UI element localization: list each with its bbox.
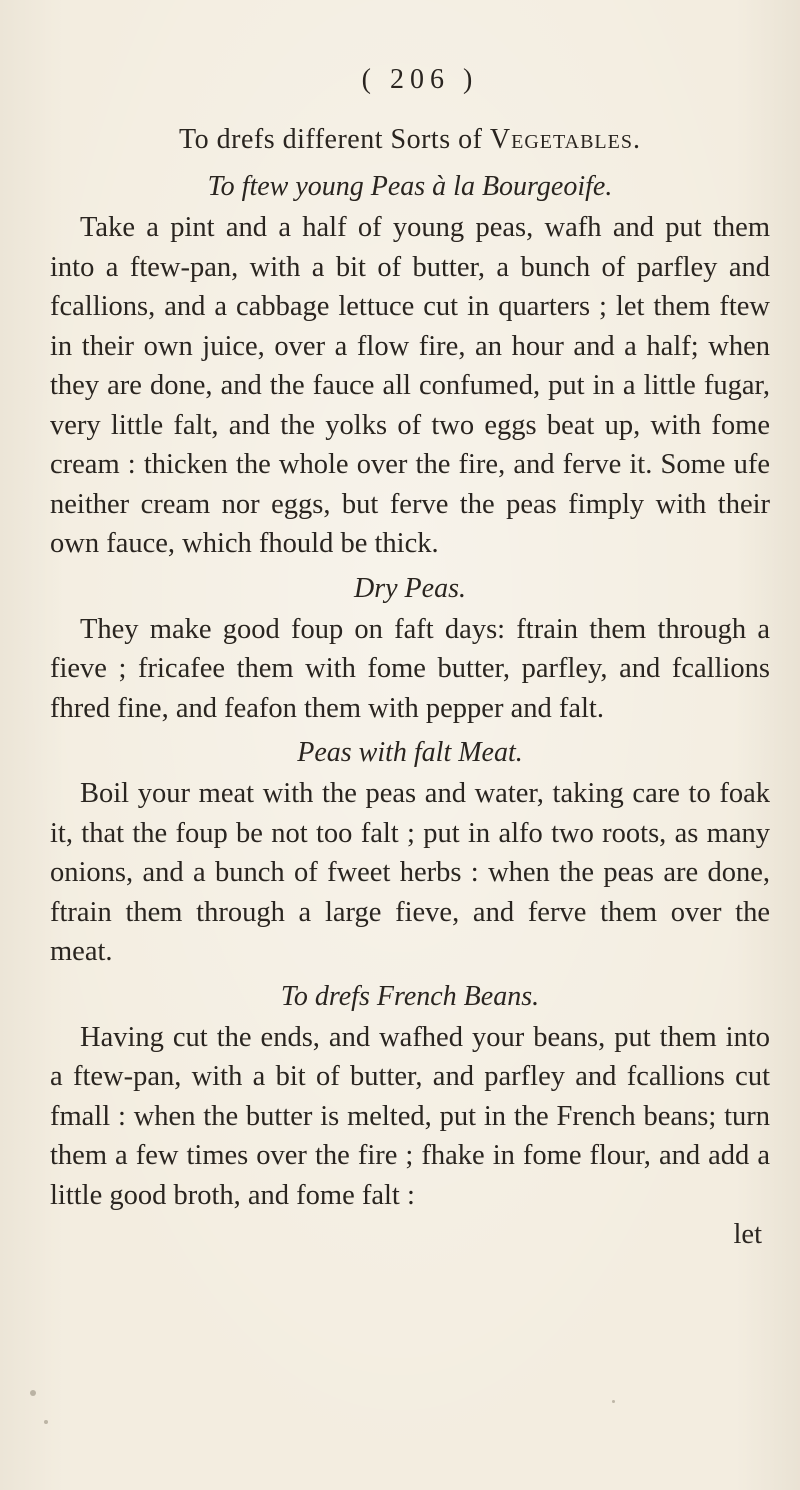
- recipe-section: [50, 166, 770, 564]
- paper-speck: [30, 1390, 36, 1396]
- page-text: [50, 60, 770, 1255]
- recipe-heading: To ftew young Peas à la Bourgeoife.: [207, 171, 613, 202]
- recipe-section: [50, 568, 770, 729]
- paper-speck: [612, 1400, 615, 1403]
- recipe-heading: To drefs French Beans.: [280, 980, 540, 1012]
- chapter-title-caps: Vegetables.: [489, 124, 641, 155]
- recipe-section: [50, 732, 770, 972]
- recipe-body: They make good foup on faft days: ftrain them through a fieve ; fricafee them with fome butter, parfley, and fcallions fhred fine, and feafon them with pepper and falt.: [50, 613, 770, 724]
- recipe-body: Boil your meat with the peas and water, taking care to foak it, that the foup be not too falt ; put in alfo two roots, as many onions, and a bunch of fweet herbs : when the peas are done, ftrain them through a large fieve, and ferve them over the meat.: [50, 778, 770, 967]
- recipe-section: [50, 976, 770, 1216]
- recipe-heading: Peas with falt Meat.: [297, 737, 523, 768]
- chapter-title-prefix: To drefs different Sorts of: [179, 124, 490, 155]
- recipe-body: Take a pint and a half of young peas, wafh and put them into a ftew-pan, with a bit of butter, a bunch of parfley and fcallions, and a cabbage lettuce cut in quarters ; let them ftew in their own juice, over a flow fire, an hour and a half; when they are done, and the fauce all confumed, put in a little fugar, very little falt, and the yolks of two eggs beat up, with fome cream : thicken the whole over the fire, and ferve it. Some ufe neither cream nor eggs, but ferve the peas fimply with their own fauce, which fhould be thick.: [50, 212, 770, 559]
- recipe-heading: Dry Peas.: [354, 572, 466, 604]
- page-number: ( 206 ): [361, 64, 479, 95]
- paper-speck: [44, 1420, 48, 1424]
- catchword: let: [733, 1219, 762, 1250]
- recipe-body: Having cut the ends, and wafhed your beans, put them into a ftew-pan, with a bit of butter, and parfley and fcallions cut fmall : when the butter is melted, put in the French beans; turn them a few times over the fire ; fhake in fome flour, and add a little good broth, and fome falt :: [50, 1021, 770, 1211]
- chapter-title: [50, 118, 770, 162]
